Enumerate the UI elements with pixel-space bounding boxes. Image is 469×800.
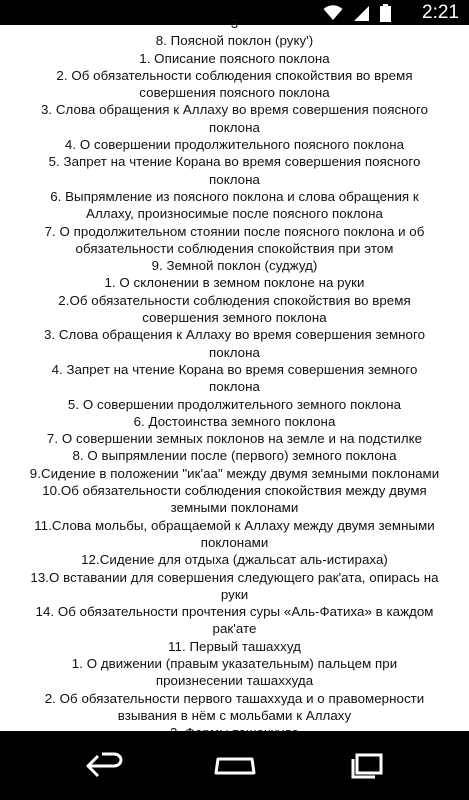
list-item: поклона (209, 171, 260, 187)
list-item: 11.Слова мольбы, обращаемой к Аллаху между двумя земными (34, 517, 435, 533)
home-icon (210, 753, 260, 784)
list-item: 5. Запрет на чтение Корана во время совершения поясного (48, 154, 421, 170)
list-item: 2.Об обязательности соблюдения спокойствия во время (58, 292, 411, 308)
article-content[interactable] (0, 16, 469, 731)
back-icon (84, 753, 124, 784)
list-item: 5. О совершении продолжительного земного поклона (67, 396, 402, 412)
list-item: рак'ате (212, 621, 257, 637)
list-item: 10.Об обязательности соблюдения спокойствия между двумя (42, 483, 427, 499)
list-item: 9. Земной поклон (суджуд) (151, 258, 318, 274)
list-item: совершения земного поклона (142, 310, 327, 326)
list-item: 8. Поясной поклон (руку') (155, 33, 314, 49)
list-item: поклона (209, 344, 260, 360)
list-item: руки (220, 586, 249, 602)
list-item: 9.Сидение в положении "ик'аа" между двумя земными поклонами (29, 465, 440, 481)
list-item: 3 (230, 16, 239, 31)
list-item: совершения поясного поклона (139, 85, 330, 101)
list-item: 8. О выпрямлении после (первого) земного поклона (72, 448, 397, 464)
list-item: 4. О совершении продолжительного поясного поклона (64, 137, 405, 153)
list-item: 7. О продолжительном стоянии после поясного поклона и об (44, 223, 425, 239)
list-item: 14. Об обязательности прочтения суры «Аль-Фатиха» в каждом (35, 604, 434, 620)
list-item: 3. Слова обращения к Аллаху во время совершения земного (43, 327, 426, 343)
list-item: поклона (209, 119, 260, 135)
recent-apps-icon (347, 753, 387, 784)
list-item: произнесении ташаххуда (155, 673, 314, 689)
list-item: 2. Об обязательности первого ташаххуда и о правомерности (44, 690, 425, 706)
list-item: 1. О склонении в земном поклоне на руки (104, 275, 365, 291)
list-item: Аллаху, произносимые после поясного поклона (86, 206, 383, 222)
status-time: 2:21 (422, 2, 459, 23)
list-item: 1. Описание поясного поклона (139, 50, 330, 66)
list-item: 6. Достоинства земного поклона (133, 413, 336, 429)
list-item: обязательности соблюдения спокойствия при этом (75, 240, 394, 256)
list-item: 11. Первый ташаххуд (168, 638, 301, 654)
home-button[interactable] (205, 753, 265, 783)
list-item: 6. Выпрямление из поясного поклона и слова обращения к (50, 188, 419, 204)
list-item: 13.О вставании для совершения следующего рак'ата, опирась на (30, 569, 439, 585)
list-item: 1. О движении (правым указательным) пальцем при (71, 655, 398, 671)
list-item: 2. Об обязательности соблюдения спокойствия во время (56, 67, 413, 83)
list-item: земными поклонами (170, 500, 299, 516)
list-item: поклона (209, 379, 260, 395)
list-item: 7. О совершении земных поклонов на земле и на подстилке (46, 431, 423, 447)
list-item: 12.Сидение для отдыха (джальсат аль-истираха) (81, 552, 388, 568)
table-of-contents (0, 15, 469, 741)
back-button[interactable] (74, 753, 134, 783)
navigation-bar (0, 731, 469, 800)
list-item: 3. Слова обращения к Аллаху во время совершения поясного (40, 102, 429, 118)
recent-apps-button[interactable] (337, 753, 397, 783)
list-item: поклонами (200, 534, 269, 550)
list-item: 4. Запрет на чтение Корана во время совершения земного (51, 361, 418, 377)
list-item: взывания в нём с мольбами к Аллаху (117, 707, 352, 723)
